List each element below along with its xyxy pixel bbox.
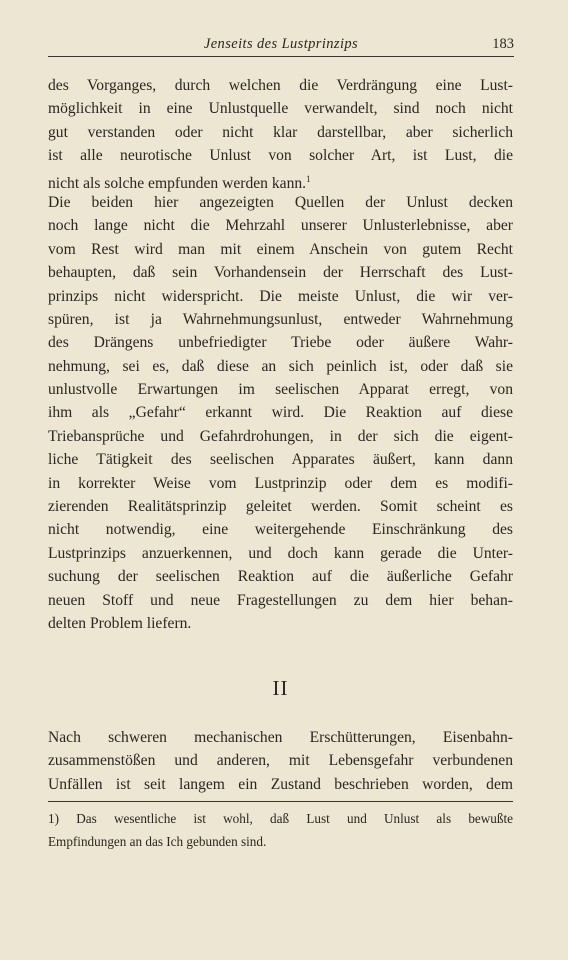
text-line-with-note bbox=[48, 168, 513, 191]
text-line: noch lange nicht die Mehrzahl unserer Unlusterlebnisse, aber bbox=[48, 217, 513, 235]
text-line: suchung der seelischen Reaktion auf die äußerliche Gefahr bbox=[48, 568, 513, 586]
text-line: spüren, ist ja Wahrnehmungsunlust, entweder Wahrnehmung bbox=[48, 310, 513, 328]
running-head-title: Jenseits des Lustprinzips bbox=[203, 36, 359, 52]
footnote-divider bbox=[48, 801, 513, 802]
main-text bbox=[48, 74, 513, 635]
text-line: Die beiden hier angezeigten Quellen der Unlust decken bbox=[48, 193, 513, 211]
running-head bbox=[48, 34, 514, 57]
text-line: des Vorganges, durch welchen die Verdrängung eine Lust- bbox=[48, 77, 513, 94]
paragraph-2 bbox=[48, 191, 513, 635]
text-line: Lustprinzips anzuerkennen, und doch kann gerade die Unter- bbox=[48, 544, 513, 562]
text-line: Nach schweren mechanischen Erschütterungen, Eisenbahn- bbox=[48, 729, 513, 746]
text-line: nicht als solche empfunden werden kann. bbox=[48, 174, 307, 192]
text-line: zierenden Realitätsprinzip geleitet werden. Somit scheint es bbox=[48, 498, 513, 516]
text-line: unlustvolle Erwartungen im seelischen Apparat erregt, von bbox=[48, 381, 513, 399]
text-line: vom Rest wird man mit einem Anschein von gutem Recht bbox=[48, 240, 513, 258]
footnote-line: Empfindungen an das Ich gebunden sind. bbox=[48, 834, 267, 850]
text-line: in korrekter Weise vom Lustprinzip oder dem es modifi- bbox=[48, 474, 513, 492]
page-number: 183 bbox=[492, 36, 514, 52]
text-line: prinzips nicht widerspricht. Die meiste Unlust, die wir ver- bbox=[48, 287, 513, 305]
text-line: zusammenstößen und anderen, mit Lebensgefahr verbundenen bbox=[48, 752, 513, 770]
footnote-line: 1) Das wesentliche ist wohl, daß Lust und Unlust als bewußte bbox=[48, 811, 513, 826]
text-line: des Drängens unbefriedigter Triebe oder äußere Wahr- bbox=[48, 334, 513, 352]
text-line: nehmung, sei es, daß diese an sich peinlich ist, oder daß sie bbox=[48, 357, 513, 375]
text-line: nicht notwendig, eine weitergehende Einschränkung des bbox=[48, 521, 513, 539]
text-line: ist alle neurotische Unlust von solcher Art, ist Lust, die bbox=[48, 147, 513, 165]
paragraph-3 bbox=[48, 726, 513, 796]
text-line: neuen Stoff und neue Fragestellungen zu dem hier behan- bbox=[48, 591, 513, 609]
text-line: Triebansprüche und Gefahrdrohungen, in der sich die eigent- bbox=[48, 427, 513, 445]
text-line: ihm als „Gefahr“ erkannt wird. Die Reaktion auf diese bbox=[48, 404, 513, 422]
paragraph-1 bbox=[48, 74, 513, 191]
text-line: liche Tätigkeit des seelischen Apparates äußert, kann dann bbox=[48, 451, 513, 469]
text-line: delten Problem liefern. bbox=[48, 614, 192, 632]
section-heading: II bbox=[272, 676, 289, 700]
footnote-marker: 1 bbox=[306, 173, 311, 184]
footnote bbox=[48, 808, 513, 855]
text-line: Unfällen ist seit langem ein Zustand beschrieben worden, dem bbox=[48, 775, 513, 793]
text-line: gut verstanden oder nicht klar darstellbar, aber sicherlich bbox=[48, 123, 513, 141]
text-line: behaupten, daß sein Vorhandensein der Herrschaft des Lust- bbox=[48, 264, 513, 282]
text-line: möglichkeit in eine Unlustquelle verwandelt, sind noch nicht bbox=[48, 100, 513, 118]
